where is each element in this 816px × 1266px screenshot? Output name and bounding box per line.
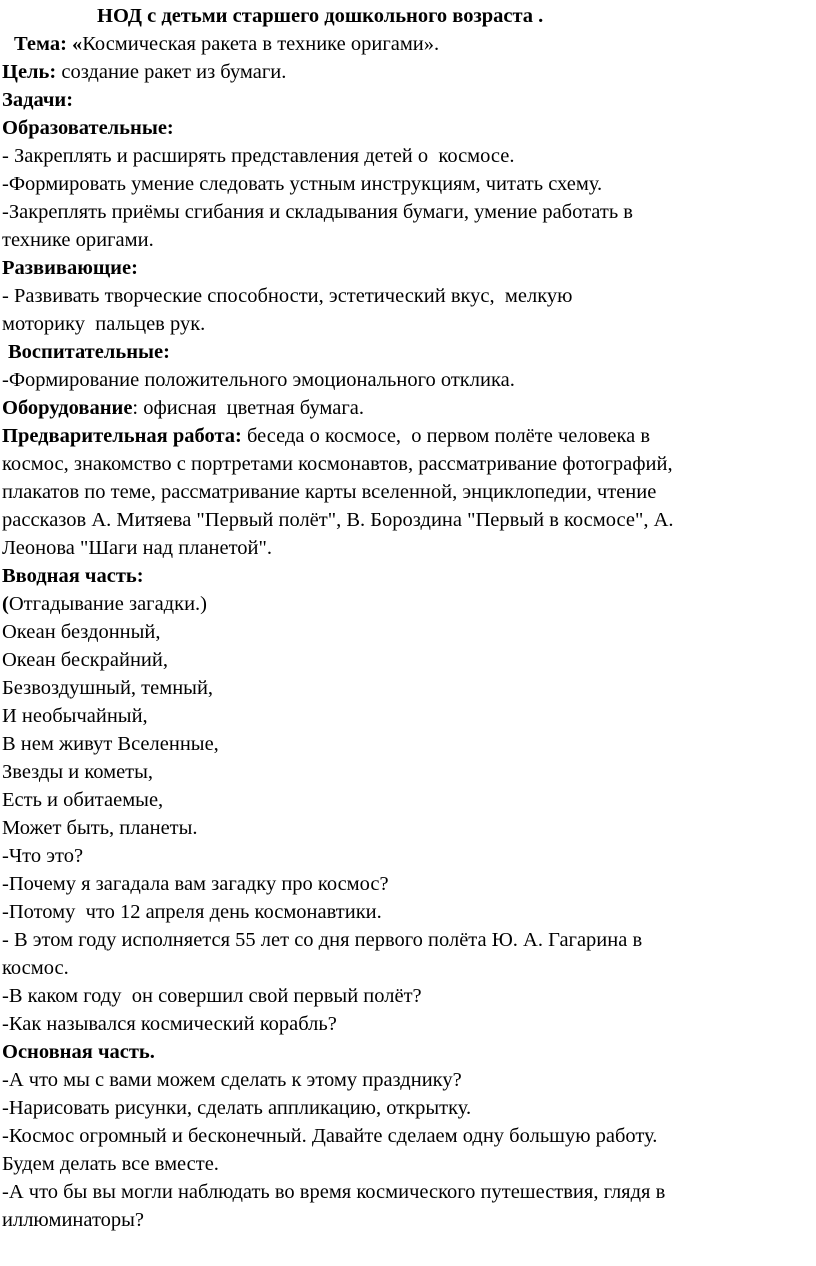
educational-line: - Закреплять и расширять представления детей о космосе. [2,145,515,167]
preliminary-line: рассказов А. Митяева "Первый полёт", В. Бороздина "Первый в космосе", А. [2,509,674,531]
intro-line: Безвоздушный, темный, [2,677,214,699]
riddle-paren: ( [2,593,9,615]
intro-line: -В каком году он совершил свой первый полёт? [2,985,422,1007]
intro-line: -Потому что 12 апреля день космонавтики. [2,901,382,923]
theme-line [14,30,439,58]
main-line: иллюминаторы? [2,1209,145,1231]
theme-label: Тема: « [14,33,83,55]
intro-line: Есть и обитаемые, [2,789,164,811]
preliminary-line: Леонова "Шаги над планетой". [2,537,273,559]
main-line: -Нарисовать рисунки, сделать аппликацию, открытку. [2,1097,472,1119]
educational-line: -Закреплять приёмы сгибания и складывания бумаги, умение работать в [2,201,633,223]
intro-line: Океан бескрайний, [2,649,168,671]
intro-line: Звезды и кометы, [2,761,154,783]
main-heading: Основная часть. [2,1041,155,1063]
intro-line: -Как назывался космический корабль? [2,1013,337,1035]
main-line: -А что мы с вами можем сделать к этому празднику? [2,1069,462,1091]
intro-line: космос. [2,957,69,979]
preliminary-line: космос, знакомство с портретами космонавтов, рассматривание фотографий, [2,453,673,475]
tasks-heading: Задачи: [2,89,74,111]
riddle-label: Отгадывание загадки.) [8,593,207,615]
main-line: -А что бы вы могли наблюдать во время космического путешествия, глядя в [2,1181,666,1203]
developing-line: - Развивать творческие способности, эстетический вкус, мелкую [2,285,573,307]
preliminary-line: плакатов по теме, рассматривание карты вселенной, энциклопедии, чтение [2,481,657,503]
preliminary-text: беседа о космосе, о первом полёте человека в [241,425,651,447]
developing-line: моторику пальцев рук. [2,313,206,335]
intro-line: В нем живут Вселенные, [2,733,219,755]
educational-line: технике оригами. [2,229,154,251]
theme-text: Космическая ракета в технике оригами». [82,33,440,55]
preliminary-line [2,422,650,450]
intro-line: И необычайный, [2,705,148,727]
equipment-line [2,394,364,422]
goal-line [2,58,286,86]
intro-line: Океан бездонный, [2,621,161,643]
equipment-label: Оборудование [2,397,133,419]
main-line: -Космос огромный и бесконечный. Давайте сделаем одну большую работу. [2,1125,658,1147]
upbringing-line: -Формирование положительного эмоционального отклика. [2,369,515,391]
goal-label: Цель: [2,61,57,83]
upbringing-heading: Воспитательные: [8,341,170,363]
intro-line: - В этом году исполняется 55 лет со дня первого полёта Ю. А. Гагарина в [2,929,643,951]
equipment-text: : офисная цветная бумага. [132,397,364,419]
riddle-label-line [2,590,207,618]
intro-heading: Вводная часть: [2,565,144,587]
educational-heading: Образовательные: [2,117,174,139]
developing-heading: Развивающие: [2,257,138,279]
intro-line: -Что это? [2,845,84,867]
intro-line: Может быть, планеты. [2,817,198,839]
preliminary-label: Предварительная работа: [2,425,242,447]
goal-text: создание ракет из бумаги. [56,61,287,83]
document-title: НОД с детьми старшего дошкольного возраста . [97,5,544,27]
intro-line: -Почему я загадала вам загадку про космос? [2,873,389,895]
main-line: Будем делать все вместе. [2,1153,219,1175]
educational-line: -Формировать умение следовать устным инструкциям, читать схему. [2,173,603,195]
